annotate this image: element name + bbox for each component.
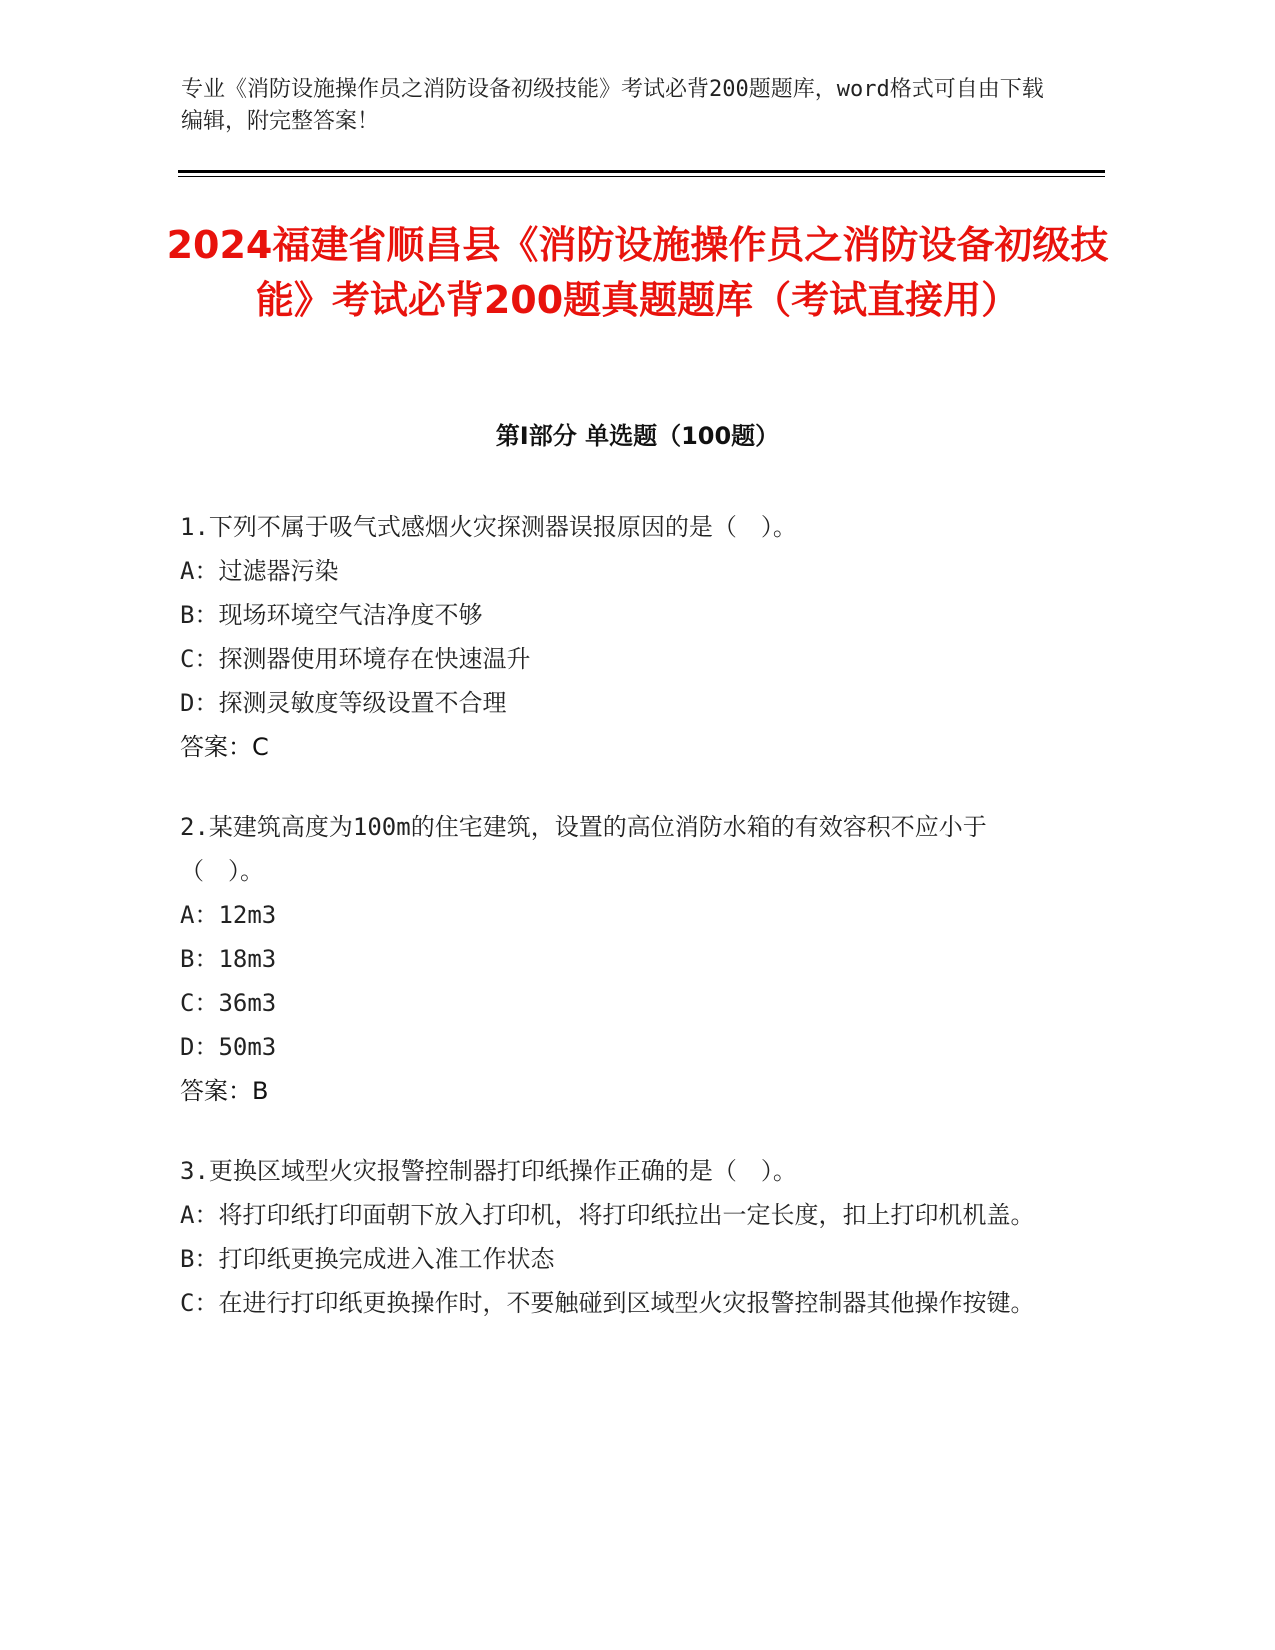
option-b: B：18m3 — [180, 945, 277, 973]
option-c: C：探测器使用环境存在快速温升 — [180, 645, 531, 673]
option-c: C：36m3 — [180, 989, 277, 1017]
question-1 — [180, 505, 1040, 769]
question-2 — [180, 805, 1040, 1113]
option-a: A：过滤器污染 — [180, 557, 339, 585]
question-stem: 2.某建筑高度为100m的住宅建筑，设置的高位消防水箱的有效容积不应小于（ ）。 — [180, 813, 987, 885]
answer: 答案：C — [180, 733, 269, 761]
option-a: A：将打印纸打印面朝下放入打印机，将打印纸拉出一定长度，扣上打印机机盖。 — [180, 1201, 1035, 1229]
question-stem: 3.更换区域型火灾报警控制器打印纸操作正确的是（ ）。 — [180, 1157, 797, 1185]
header-rule-thin — [178, 176, 1105, 177]
question-3 — [180, 1149, 1040, 1325]
answer: 答案：B — [180, 1077, 269, 1105]
document-title: 2024福建省顺昌县《消防设施操作员之消防设备初级技能》考试必背200题真题题库（考试直接用） — [166, 223, 1109, 322]
header-note: 专业《消防设施操作员之消防设备初级技能》考试必背200题题库，word格式可自由下载编辑，附完整答案！ — [181, 77, 1044, 134]
section-heading: 第Ⅰ部分 单选题（100题） — [495, 422, 780, 450]
question-stem: 1.下列不属于吸气式感烟火灾探测器误报原因的是（ ）。 — [180, 513, 797, 541]
option-d: D：50m3 — [180, 1033, 277, 1061]
option-c: C：在进行打印纸更换操作时，不要触碰到区域型火灾报警控制器其他操作按键。 — [180, 1289, 1035, 1317]
option-a: A：12m3 — [180, 901, 277, 929]
option-d: D：探测灵敏度等级设置不合理 — [180, 689, 507, 717]
option-b: B：打印纸更换完成进入准工作状态 — [180, 1245, 555, 1273]
option-b: B：现场环境空气洁净度不够 — [180, 601, 483, 629]
header-rule-thick — [178, 170, 1105, 173]
question-list — [180, 505, 1040, 1361]
